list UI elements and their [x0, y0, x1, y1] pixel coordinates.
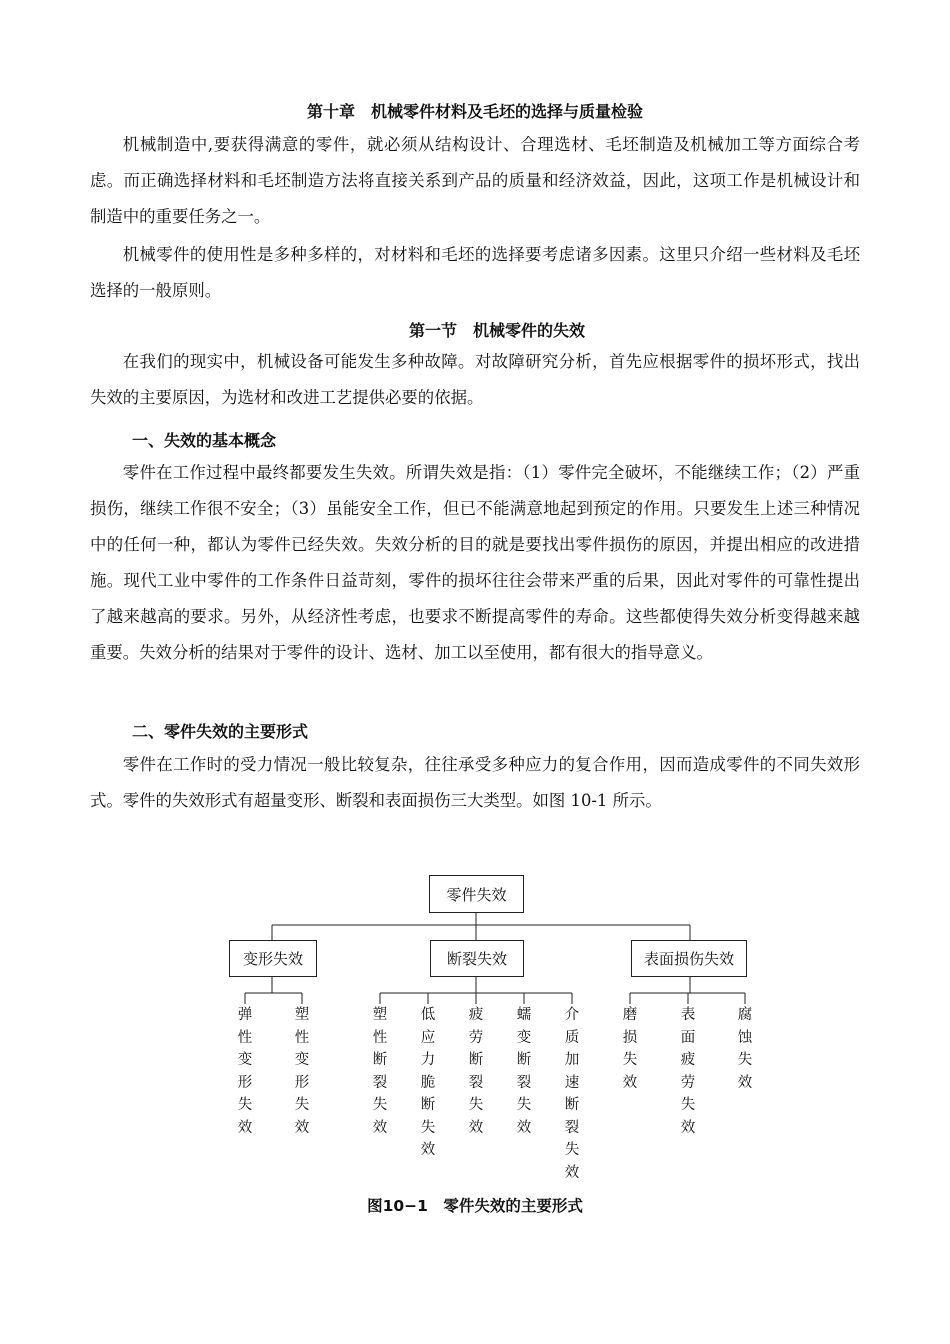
- heading-basic-concept: 一、失效的基本概念: [132, 431, 277, 450]
- intro-paragraph-2: 机械零件的使用性是多种多样的，对材料和毛坯的选择要考虑诸多因素。这里只介绍一些材料及毛坯选择的一般原则。: [90, 245, 860, 300]
- diagram-node-surface-damage: 表面损伤失效: [631, 940, 747, 977]
- diagram-leaf-low-stress-brittle: 低应力脆断失效: [420, 1007, 436, 1158]
- diagram-root-node: 零件失效: [429, 875, 524, 913]
- paragraph-failure-forms: 零件在工作时的受力情况一般比较复杂，往往承受多种应力的复合作用，因而造成零件的不同失效形式。零件的失效形式有超量变形、断裂和表面损伤三大类型。如图 10-1 所示。: [90, 755, 860, 810]
- diagram-leaf-medium-accelerated: 介质加速断裂失效: [564, 1007, 580, 1181]
- chapter-title: 第十章 机械零件材料及毛坯的选择与质量检验: [306, 102, 643, 121]
- intro-paragraph-1: 机械制造中,要获得满意的零件，就必须从结构设计、合理选材、毛坯制造及机械加工等方面综合考虑。而正确选择材料和毛坯制造方法将直接关系到产品的质量和经济效益，因此，这项工作是机械设计和制造中的重要任务之一。: [90, 135, 860, 226]
- diagram-leaf-fatigue-fracture: 疲劳断裂失效: [468, 1007, 484, 1136]
- paragraph-basic-concept: 零件在工作过程中最终都要发生失效。所谓失效是指：（1）零件完全破坏，不能继续工作；（2）严重损伤，继续工作很不安全；（3）虽能安全工作，但已不能满意地起到预定的作用。只要发生上述三种情况中的任何一种，都认为零件已经失效。失效分析的目的就是要找出零件损伤的原因，并提出相应的改进措施。现代工业中零件的工作条件日益苛刻，零件的损坏往往会带来严重的后果，因此对零件的可靠性提出了越来越高的要求。另外，从经济性考虑，也要求不断提高零件的寿命。这些都使得失效分析变得越来越重要。失效分析的结果对于零件的设计、选材、加工以至使用，都有很大的指导意义。: [90, 463, 860, 662]
- figure-caption: 图10−1 零件失效的主要形式: [367, 1197, 583, 1215]
- diagram-leaf-surface-fatigue: 表面疲劳失效: [680, 1007, 696, 1136]
- section-title: 第一节 机械零件的失效: [408, 321, 585, 340]
- diagram-leaf-creep-fracture: 蠕变断裂失效: [516, 1007, 532, 1136]
- diagram-leaf-plastic-deformation: 塑性变形失效: [294, 1007, 310, 1136]
- diagram-leaf-elastic-deformation: 弹性变形失效: [237, 1007, 253, 1136]
- heading-failure-forms: 二、零件失效的主要形式: [132, 722, 309, 741]
- diagram-leaf-wear: 磨损失效: [622, 1007, 638, 1091]
- diagram-leaf-corrosion: 腐蚀失效: [737, 1007, 753, 1091]
- diagram-node-deformation: 变形失效: [229, 940, 317, 977]
- section-intro-paragraph: 在我们的现实中，机械设备可能发生多种故障。对故障研究分析，首先应根据零件的损坏形式，找出失效的主要原因，为选材和改进工艺提供必要的依据。: [90, 352, 860, 407]
- diagram-node-fracture: 断裂失效: [430, 940, 524, 977]
- diagram-leaf-plastic-fracture: 塑性断裂失效: [372, 1007, 388, 1136]
